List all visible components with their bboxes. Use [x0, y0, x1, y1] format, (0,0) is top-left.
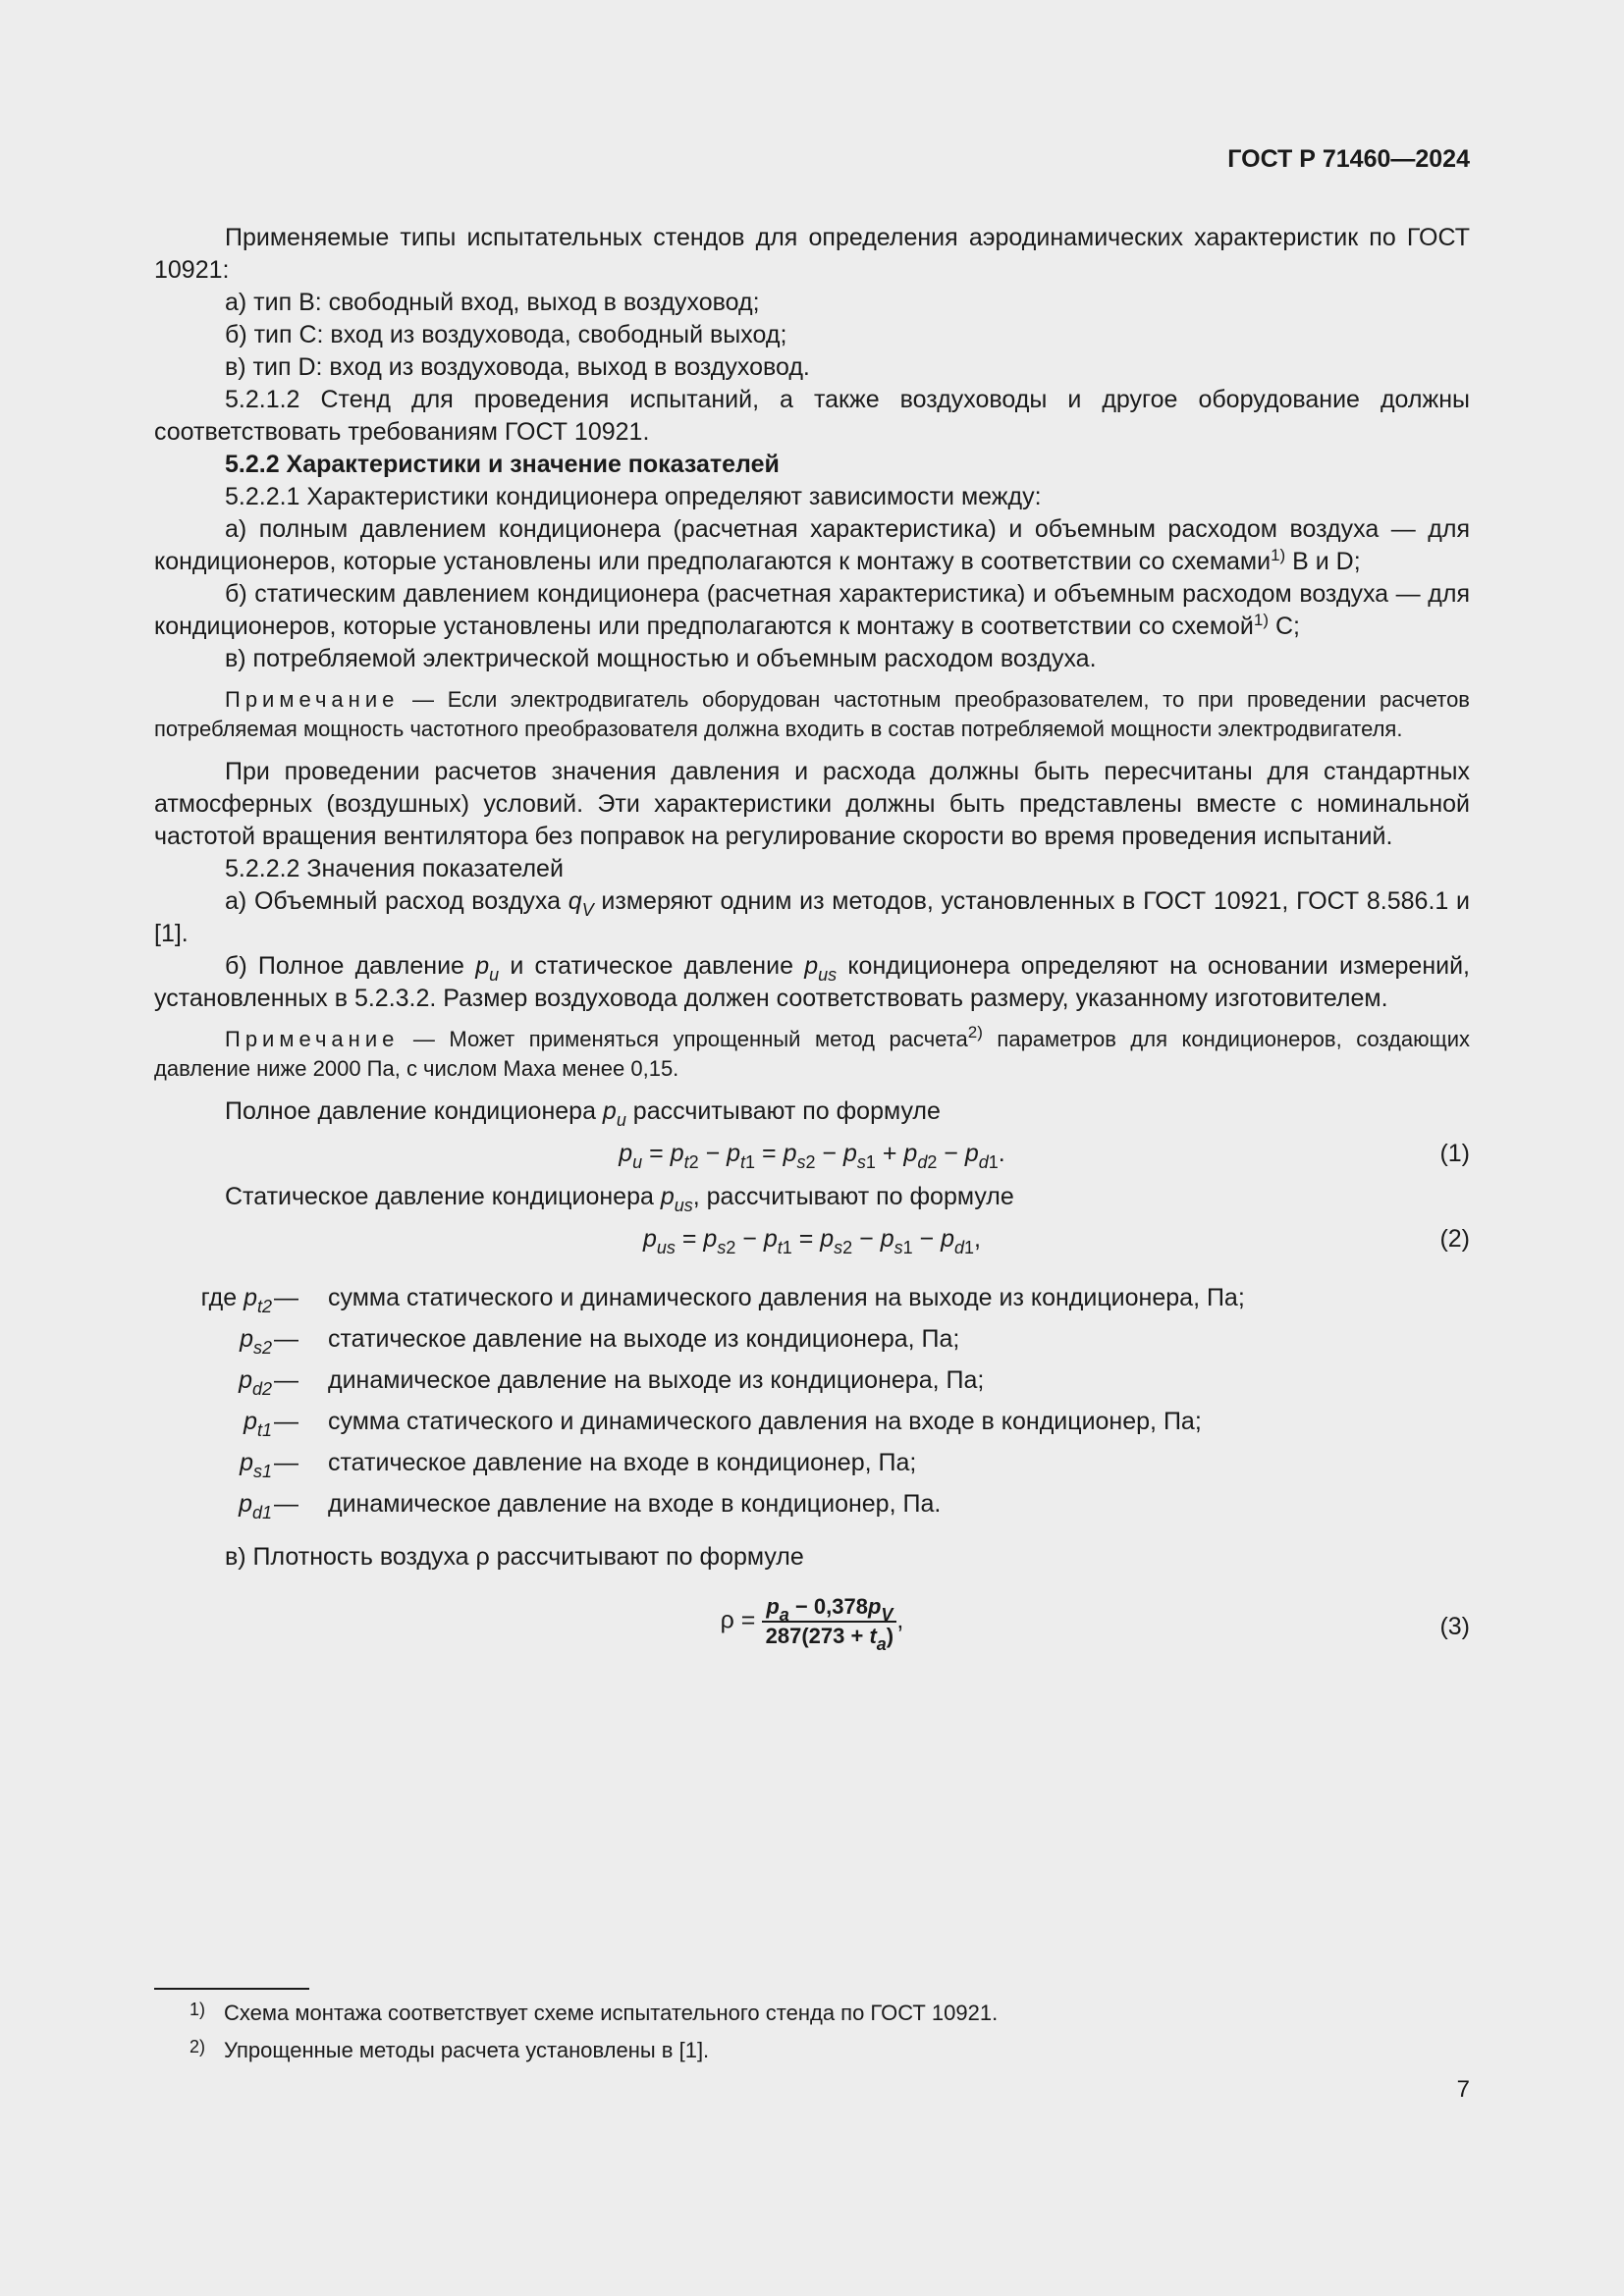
item-a-full-pressure [154, 513, 1470, 578]
standard-code: ГОСТ Р 71460—2024 [1227, 145, 1470, 173]
density-fraction [762, 1593, 896, 1654]
formula-1-number: (1) [1439, 1140, 1470, 1167]
formula-2 [154, 1213, 1470, 1266]
note-label: Примечание [225, 687, 400, 712]
footnote-ref: 2) [967, 1023, 983, 1041]
symbol-definitions [154, 1276, 1470, 1523]
clause-5-2-2-2: 5.2.2.2 Значения показателей [225, 855, 564, 882]
formula-2-expression: $p_{us} = p_{s2} - p_{t1} = p_{s2} - p_{s1} - p_{d1}$, [642, 1225, 981, 1257]
clause-5-2-1-2: 5.2.1.2 Стенд для проведения испытаний, а также воздуховоды и другое оборудование должны соответствовать требованиям ГОСТ 10921. [154, 386, 1470, 446]
where-word: где [200, 1284, 238, 1311]
item-v-air-density: в) Плотность воздуха ρ рассчитывают по формуле [225, 1543, 804, 1571]
note-simplified-method: Примечание — Может применяться упрощенный метод расчета$^{2)}$ параметров для кондиционеров, создающих давление ниже 2000 Па, с числом Маха менее 0,15. [154, 1023, 1470, 1081]
formula-3 [154, 1579, 1470, 1666]
item-tail: В и D; [1285, 548, 1361, 575]
definition-row: где $p_{t2}$ — сумма статического и динамического давления на выходе из кондиционера, Па; [200, 1284, 1245, 1316]
section-heading-5-2-2: 5.2.2 Характеристики и значение показателей [225, 451, 780, 478]
item-text: а) полным давлением кондиционера (расчетная характеристика) и объемным расходом воздуха — для кондиционеров, которые установлены или предполагаются к монтажу в соответствии со схемами [154, 515, 1470, 575]
paragraph-standard-conditions: При проведении расчетов значения давления и расхода должны быть пересчитаны для стандартных атмосферных (воздушных) условий. Эти характеристики должны быть представлены вместе с номинальной частотой вращения вентилятора без поправок на регулирование скорости во время проведения испытаний. [154, 758, 1470, 850]
item-tail: С; [1269, 613, 1300, 640]
list-item: б) тип С: вход из воздуховода, свободный выход; [225, 321, 787, 348]
footnote: 2) Упрощенные методы расчета установлены в [1]. [189, 2037, 710, 2062]
item-b-static-pressure [154, 578, 1470, 643]
page-number: 7 [1456, 2076, 1470, 2103]
note-frequency-converter [154, 685, 1470, 744]
var-q: q [568, 887, 582, 915]
clause-5-2-2-1: 5.2.2.1 Характеристики кондиционера определяют зависимости между: [225, 483, 1042, 510]
formula-2-number: (2) [1439, 1225, 1470, 1253]
footnote-divider [154, 1988, 309, 1990]
note-label: Примечание [225, 1027, 400, 1051]
fraction-denominator: $287(273 + t_a)$ [765, 1624, 894, 1654]
definition-row: $p_{d2}$ — динамическое давление на выходе из кондиционера, Па; [239, 1366, 985, 1399]
item-b-pressure: б) Полное давление $p_u$ и статическое давление $p_{us}$ кондиционера определяют на основании измерений, установленных в 5.2.3.2. Размер воздуховода должен соответствовать размеру, указанному изготовителем. [154, 952, 1470, 1012]
definition-row: $p_{t1}$ — сумма статического и динамического давления на входе в кондиционер, Па; [244, 1408, 1202, 1440]
list-item: в) тип D: вход из воздуховода, выход в воздуховод. [225, 353, 810, 381]
page-body [154, 222, 1470, 1666]
footnotes [189, 1995, 999, 2069]
definition-row: $p_{d1}$ — динамическое давление на входе в кондиционер, Па. [239, 1490, 942, 1522]
footnote-ref: 1) [1253, 611, 1270, 629]
note-text: — Если электродвигатель оборудован частотным преобразователем, то при проведении расчетов потребляемая мощность частотного преобразователя должна входить в состав потребляемой мощности электродвигателя. [154, 687, 1470, 741]
formula-1 [154, 1128, 1470, 1181]
item-text: б) статическим давлением кондиционера (расчетная характеристика) и объемным расходом воздуха — для кондиционеров, которые установлены или предполагаются к монтажу в соответствии со схемой [154, 580, 1470, 640]
formula-1-intro: Полное давление кондиционера $p_u$ рассчитывают по формуле [225, 1097, 941, 1130]
formula-1-expression: $p_u = p_{t2} - p_{t1} = p_{s2} - p_{s1} + p_{d2} - p_{d1}$. [619, 1140, 1005, 1172]
formula-2-intro: Статическое давление кондиционера $p_{us}$, рассчитывают по формуле [225, 1183, 1014, 1215]
formula-3-expression: ρ = $\frac{p_a - 0,378p_V}{287(273 + t_a)}$ , [720, 1594, 904, 1654]
footnote: 1) Схема монтажа соответствует схеме испытательного стенда по ГОСТ 10921. [189, 2000, 999, 2025]
paragraph-test-types: Применяемые типы испытательных стендов для определения аэродинамических характеристик по ГОСТ 10921: [154, 224, 1470, 284]
fraction-numerator: $p_a - 0,378p_V$ [762, 1593, 896, 1623]
formula-3-number: (3) [1439, 1613, 1470, 1640]
definition-row: $p_{s2}$ — статическое давление на выходе из кондиционера, Па; [240, 1325, 960, 1358]
item-a-volume-flow: а) Объемный расход воздуха $q_V$ измеряют одним из методов, установленных в ГОСТ 10921, ГОСТ 8.586.1 и [1]. [154, 887, 1470, 947]
list-item: а) тип В: свободный вход, выход в воздуховод; [225, 289, 760, 316]
item-c-power: в) потребляемой электрической мощностью и объемным расходом воздуха. [225, 645, 1097, 672]
definition-row: $p_{s1}$ — статическое давление на входе в кондиционер, Па; [240, 1449, 917, 1481]
footnote-ref: 1) [1271, 546, 1286, 564]
